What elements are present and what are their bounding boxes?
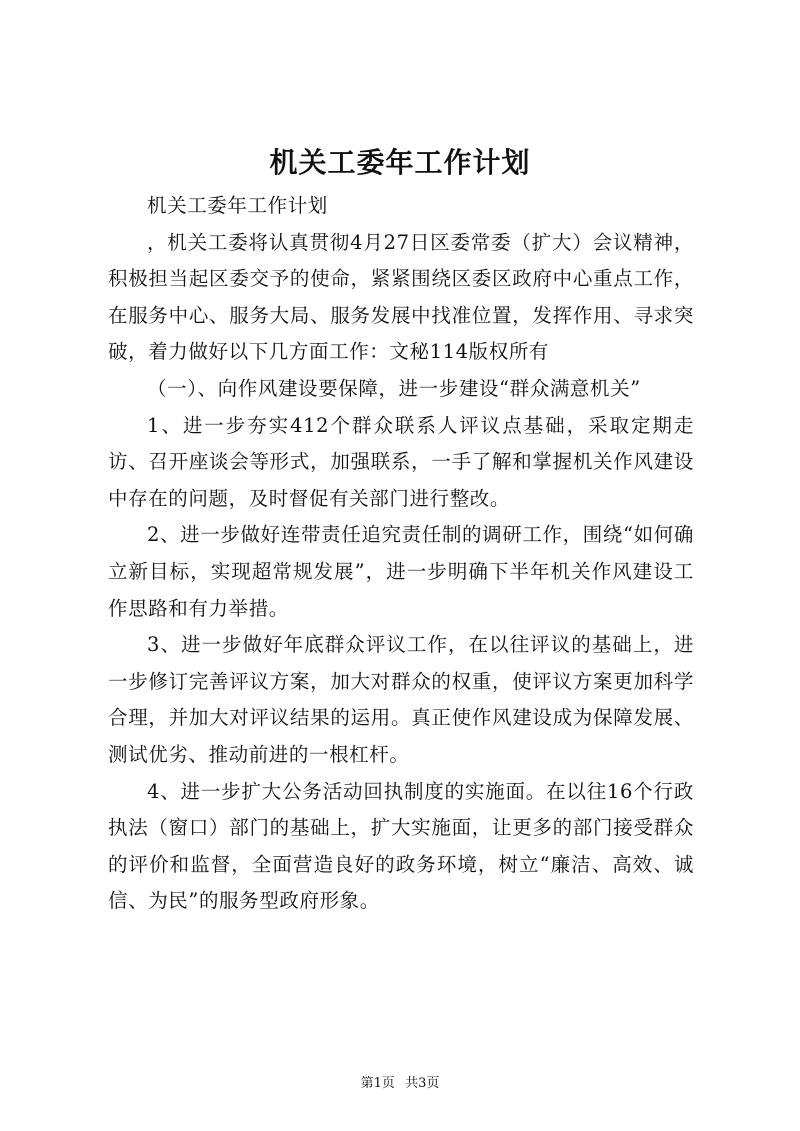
- item-paragraph-3: 3、进一步做好年底群众评议工作，在以往评议的基础上，进一步修订完善评议方案，加大对群众的权重，使评议方案更加科学合理，并加大对评议结果的运用。真正使作风建设成为保障发展、测试优劣、推动前进的一根杠杆。: [108, 633, 694, 766]
- page-title: 机关工委年工作计划: [269, 146, 531, 179]
- subtitle-paragraph: 机关工委年工作计划: [147, 194, 328, 217]
- intro-paragraph: ，机关工委将认真贯彻4月27日区委常委（扩大）会议精神，积极担当起区委交予的使命，紧紧围绕区委区政府中心重点工作，在服务中心、服务大局、服务发展中找准位置，发挥作用、寻求突破，着力做好以下几方面工作：文秘114版权所有: [108, 230, 694, 364]
- item-paragraph-1: 1、进一步夯实412个群众联系人评议点基础，采取定期走访、召开座谈会等形式，加强联系，一手了解和掌握机关作风建设中存在的问题，及时督促有关部门进行整改。: [108, 413, 694, 510]
- page-number-total: 共3页: [405, 1076, 440, 1091]
- page-footer: [0, 1074, 800, 1094]
- page-number-current: 第1页: [360, 1076, 395, 1091]
- section-heading: （一）、向作风建设要保障，进一步建设“群众满意机关”: [147, 376, 641, 400]
- document-body: [108, 188, 694, 920]
- item-paragraph-2: 2、进一步做好连带责任追究责任制的调研工作，围绕“如何确立新目标，实现超常规发展”，进一步明确下半年机关作风建设工作思路和有力举措。: [108, 523, 694, 620]
- item-paragraph-4: 4、进一步扩大公务活动回执制度的实施面。在以往16个行政执法（窗口）部门的基础上，扩大实施面，让更多的部门接受群众的评价和监督，全面营造良好的政务环境，树立“廉洁、高效、诚信、为民”的服务型政府形象。: [108, 779, 694, 913]
